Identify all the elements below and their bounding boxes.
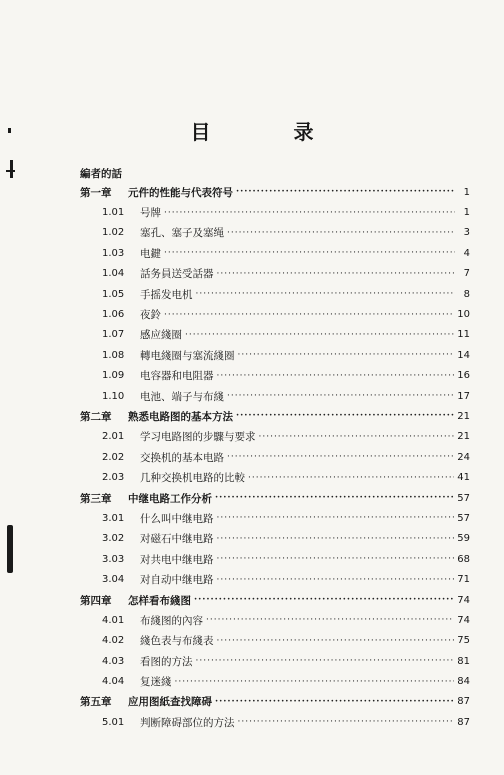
entry-page-number: 74	[457, 594, 470, 606]
entry-title: 手摇发电机	[140, 288, 193, 301]
entry-number: 1.06	[102, 309, 125, 321]
entry-number: 2.03	[102, 472, 125, 484]
entry-page-number: 57	[457, 492, 470, 504]
toc-section-row	[80, 651, 470, 671]
entry-number: 1.10	[102, 390, 125, 402]
toc-section-row	[80, 264, 470, 284]
entry-title: 什么叫中继电路	[140, 512, 214, 525]
entry-number: 第一章	[80, 186, 112, 199]
toc-section-row	[80, 284, 470, 304]
entry-page-number: 57	[457, 512, 470, 524]
toc-section-row	[80, 549, 470, 569]
entry-number: 1.08	[102, 349, 125, 361]
entry-page-number: 3	[463, 227, 470, 239]
toc-section-row	[80, 610, 470, 630]
table-of-contents	[80, 182, 470, 733]
dot-leader	[217, 534, 455, 544]
entry-number: 1.04	[102, 268, 125, 280]
entry-page-number: 21	[457, 410, 470, 422]
entry-title: 对磁石中继电路	[140, 533, 214, 546]
toc-section-row	[80, 304, 470, 324]
scan-mark	[10, 160, 13, 178]
entry-number: 3.01	[102, 512, 125, 524]
entry-page-number: 81	[457, 655, 470, 667]
entry-number: 1.07	[102, 329, 125, 341]
dot-leader	[248, 473, 454, 483]
entry-title: 熟悉电路图的基本方法	[128, 410, 233, 423]
entry-page-number: 1	[463, 207, 470, 219]
entry-title: 綫色表与布綫表	[140, 635, 214, 648]
toc-section-row	[80, 631, 470, 651]
entry-title: 应用图紙查找障碍	[128, 696, 212, 709]
entry-page-number: 21	[457, 431, 470, 443]
entry-number: 1.03	[102, 247, 125, 259]
dot-leader	[164, 248, 455, 258]
toc-chapter-row	[80, 692, 470, 712]
entry-page-number: 8	[463, 288, 470, 300]
entry-number: 5.01	[102, 716, 125, 728]
entry-page-number: 4	[463, 247, 470, 259]
entry-number: 4.02	[102, 635, 125, 647]
entry-title: 判断障碍部位的方法	[140, 716, 235, 729]
entry-number: 2.01	[102, 431, 125, 443]
dot-leader	[238, 717, 455, 727]
dot-leader	[217, 554, 455, 564]
entry-page-number: 17	[457, 390, 470, 402]
entry-number: 3.03	[102, 553, 125, 565]
toc-section-row	[80, 712, 470, 732]
dot-leader	[217, 575, 455, 585]
entry-title: 学习电路图的步驟与要求	[140, 431, 256, 444]
dot-leader	[164, 310, 454, 320]
dot-leader	[217, 371, 455, 381]
entry-number: 3.02	[102, 533, 125, 545]
entry-title: 塞孔、塞子及塞绳	[140, 227, 224, 240]
toc-chapter-row	[80, 488, 470, 508]
dot-leader	[217, 636, 455, 646]
toc-section-row	[80, 447, 470, 467]
entry-page-number: 16	[457, 370, 470, 382]
dot-leader	[217, 513, 455, 523]
toc-section-row	[80, 671, 470, 691]
entry-number: 2.02	[102, 451, 125, 463]
entry-title: 电鍵	[140, 247, 161, 260]
entry-title: 交换机的基本电路	[140, 451, 224, 464]
dot-leader	[185, 330, 454, 340]
toc-section-row	[80, 202, 470, 222]
entry-title: 元件的性能与代表符号	[128, 186, 233, 199]
entry-page-number: 74	[457, 614, 470, 626]
entry-number: 第五章	[80, 696, 112, 709]
page-title: 目 录	[190, 120, 352, 144]
dot-leader	[227, 228, 455, 238]
entry-number: 4.01	[102, 614, 125, 626]
entry-title: 布綫图的內容	[140, 614, 203, 627]
preface-heading: 編者的話	[80, 168, 122, 180]
entry-title: 夜鈴	[140, 309, 161, 322]
dot-leader	[236, 187, 455, 197]
toc-section-row	[80, 366, 470, 386]
entry-number: 1.01	[102, 207, 125, 219]
entry-page-number: 11	[457, 329, 470, 341]
entry-title: 电池、端子与布綫	[140, 390, 224, 403]
toc-chapter-row	[80, 406, 470, 426]
entry-title: 号牌	[140, 207, 161, 220]
entry-title: 感应綫圈	[140, 329, 182, 342]
entry-page-number: 68	[457, 553, 470, 565]
dot-leader	[194, 595, 454, 605]
toc-section-row	[80, 345, 470, 365]
entry-page-number: 7	[463, 268, 470, 280]
dot-leader	[217, 269, 456, 279]
dot-leader	[227, 452, 454, 462]
dot-leader	[227, 391, 454, 401]
dot-leader	[236, 411, 454, 421]
scan-mark	[6, 170, 15, 172]
toc-section-row	[80, 467, 470, 487]
toc-chapter-row	[80, 182, 470, 202]
toc-section-row	[80, 508, 470, 528]
entry-number: 1.02	[102, 227, 125, 239]
entry-page-number: 59	[457, 533, 470, 545]
entry-number: 4.03	[102, 655, 125, 667]
entry-number: 4.04	[102, 676, 125, 688]
dot-leader	[164, 208, 455, 218]
toc-section-row	[80, 223, 470, 243]
toc-section-row	[80, 325, 470, 345]
toc-section-row	[80, 427, 470, 447]
entry-title: 話务員送受話器	[140, 268, 214, 281]
entry-number: 第二章	[80, 410, 112, 423]
entry-title: 看图的方法	[140, 655, 193, 668]
entry-page-number: 24	[457, 451, 470, 463]
dot-leader	[175, 677, 455, 687]
entry-title: 轉电綫圈与塞流綫圈	[140, 349, 235, 362]
entry-number: 1.05	[102, 288, 125, 300]
entry-number: 第三章	[80, 492, 112, 505]
entry-title: 怎样看布綫图	[128, 594, 191, 607]
toc-section-row	[80, 243, 470, 263]
toc-section-row	[80, 569, 470, 589]
entry-page-number: 71	[457, 574, 470, 586]
dot-leader	[215, 697, 454, 707]
entry-page-number: 87	[457, 716, 470, 728]
entry-title: 复迷綫	[140, 676, 172, 689]
entry-title: 几种交换机电路的比較	[140, 472, 245, 485]
entry-page-number: 10	[457, 309, 470, 321]
dot-leader	[196, 656, 455, 666]
entry-page-number: 1	[463, 186, 470, 198]
entry-page-number: 75	[457, 635, 470, 647]
entry-page-number: 41	[457, 472, 470, 484]
dot-leader	[206, 615, 454, 625]
dot-leader	[196, 289, 456, 299]
toc-section-row	[80, 529, 470, 549]
scan-mark	[7, 525, 13, 573]
entry-number: 1.09	[102, 370, 125, 382]
entry-title: 对自动中继电路	[140, 574, 214, 587]
entry-number: 3.04	[102, 574, 125, 586]
entry-page-number: 87	[457, 696, 470, 708]
entry-title: 中继电路工作分析	[128, 492, 212, 505]
dot-leader	[238, 350, 455, 360]
entry-page-number: 84	[457, 676, 470, 688]
entry-title: 电容器和电阻器	[140, 370, 214, 383]
toc-chapter-row	[80, 590, 470, 610]
entry-page-number: 14	[457, 349, 470, 361]
dot-leader	[215, 493, 454, 503]
entry-title: 对共电中继电路	[140, 553, 214, 566]
toc-section-row	[80, 386, 470, 406]
dot-leader	[259, 432, 455, 442]
entry-number: 第四章	[80, 594, 112, 607]
